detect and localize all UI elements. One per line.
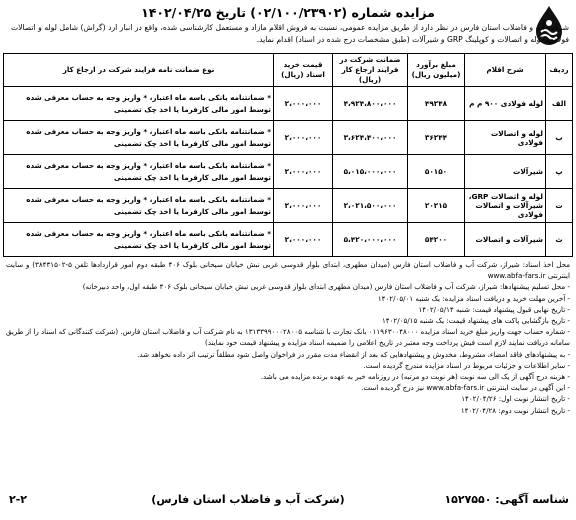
note-first-publication: - تاریخ انتشار نوبت اول: ۱۴۰۲/۰۴/۲۶	[461, 394, 570, 404]
row-no: ب	[546, 121, 573, 155]
row-description: لوله فولادی ۹۰۰ م م	[465, 87, 546, 121]
auction-notice	[3, 3, 573, 514]
table-header-row	[4, 54, 573, 87]
company-signature: (شرکت آب و فاضلاب استان فارس)	[151, 493, 345, 506]
note-purchase-deadline: - آخرین مهلت خرید و دریافت اسناد مزایده: یک شنبه ۱۴۰۲/۰۵/۰۱	[377, 293, 570, 303]
row-document-price: ۲،۰۰۰،۰۰۰	[274, 121, 333, 155]
notice-footer	[3, 490, 573, 512]
header-guarantee: ضمانت شرکت در فرایند ارجاع کار (ریال)	[333, 54, 408, 87]
row-no: پ	[546, 155, 573, 189]
note-other-info: - سایر اطلاعات و جزئیات مربوط در اسناد مزایده مندرج گردیده است.	[363, 360, 570, 370]
row-no: الف	[546, 87, 573, 121]
note-ad-cost: - هزینه درج آگهی از یک الی سه نوبت (هر نوبت دو مرتبه) در روزنامه خبر به عهده برنده مزایده می باشد.	[260, 372, 570, 382]
row-document-price: ۲،۰۰۰،۰۰۰	[274, 155, 333, 189]
table-row	[4, 223, 573, 257]
page-code: ۲-۲	[9, 493, 27, 506]
row-no: ث	[546, 223, 573, 257]
note-invalid-bids: - به پیشنهادهای فاقد امضاء، مشروط، مخدوش و پیشنهادهایی که بعد از انقضاء مدت مقرر در فراخوان واصل شود مطلقاً ترتیب اثر داده نخواهد شد.	[137, 349, 570, 359]
header-document-price: قیمت خرید اسناد (ریال)	[274, 54, 333, 87]
row-guarantee-type: * ضمانتنامه بانکی باسه ماه اعتبار، * واریز وجه به حساب معرفی شده توسط امور مالی کارفرما یا اخذ چک تضمینی	[4, 223, 274, 257]
row-document-price: ۲،۰۰۰،۰۰۰	[274, 189, 333, 223]
items-table	[3, 53, 573, 257]
header-guarantee-type: نوع ضمانت نامه فرایند شرکت در ارجاع کار	[4, 54, 274, 87]
note-website: - این آگهی در سایت اینترنتی www.abfa-fars.ir نیز درج گردیده است.	[361, 383, 570, 393]
notice-intro: شرکت آب و فاضلاب استان فارس در نظر دارد از طریق مزایده عمومی، نسبت به فروش اقلام مازاد و مستعمل کارشناسی شده، واقع در انبار ارد (گراش) شامل لوله و اتصالات فولادی، لوله و اتصالات و کوپلینگ GRP و شیرآلات (طبق مشخصات درج شده در اسناد) اقدام نماید.	[11, 23, 569, 44]
row-estimate: ۵۰۱۵۰	[408, 155, 465, 189]
row-estimate: ۵۴۲۰۰	[408, 223, 465, 257]
row-guarantee: ۲،۰۲۱،۵۰۰،۰۰۰	[333, 189, 408, 223]
row-guarantee-type: * ضمانتنامه بانکی باسه ماه اعتبار، * واریز وجه به حساب معرفی شده توسط امور مالی کارفرما یا اخذ چک تضمینی	[4, 121, 274, 155]
row-guarantee-type: * ضمانتنامه بانکی باسه ماه اعتبار، * واریز وجه به حساب معرفی شده توسط امور مالی کارفرما یا اخذ چک تضمینی	[4, 189, 274, 223]
row-estimate: ۴۹۲۴۸	[408, 87, 465, 121]
row-document-price: ۲،۰۰۰،۰۰۰	[274, 87, 333, 121]
row-guarantee-type: * ضمانتنامه بانکی باسه ماه اعتبار، * واریز وجه به حساب معرفی شده توسط امور مالی کارفرما یا اخذ چک تضمینی	[4, 155, 274, 189]
note-opening-date: - تاریخ بازگشایی پاکت های پیشنهاد قیمت: یک شنبه ۱۴۰۲/۰۵/۱۵	[382, 316, 570, 326]
note-second-publication: - تاریخ انتشار نوبت دوم: ۱۴۰۲/۰۴/۲۸	[460, 405, 570, 415]
note-submission-location: - محل تسلیم پیشنهادها: شیراز، شرکت آب و فاضلاب استان فارس (میدان مطهری ابتدای بلوار قدوسی غربی نبش خیابان سیحانی بلوک ۴۰۶ طبقه اول، واحد دبیرخانه)	[82, 282, 570, 292]
header-description: شرح اقلام	[465, 54, 546, 87]
row-description: شیرآلات و اتصالات	[465, 223, 546, 257]
notice-title: مزایده شماره (۰۲/۱۰۰/۲۳۹۰۲) تاریخ ۱۴۰۲/۰۴/۲۵	[141, 5, 435, 20]
row-document-price: ۲،۰۰۰،۰۰۰	[274, 223, 333, 257]
table-row	[4, 121, 573, 155]
table-row	[4, 189, 573, 223]
row-guarantee: ۵،۴۲۰،۰۰۰،۰۰۰	[333, 223, 408, 257]
header-estimate: مبلغ برآورد (میلیون ریال)	[408, 54, 465, 87]
note-final-acceptance-date: - تاریخ نهایی قبول پیشنهاد قیمت: شنبه ۱۴۰۲/۰۵/۱۴	[418, 304, 570, 314]
row-description: لوله و اتصالات فولادی	[465, 121, 546, 155]
row-description: لوله و اتصالات GRP، شیرآلات و اتصالات فولادی	[465, 189, 546, 223]
ad-id: شناسه آگهی: ۱۵۲۷۵۵۰	[444, 493, 569, 506]
notice-header	[3, 3, 573, 53]
notice-notes	[3, 259, 573, 416]
row-guarantee: ۳،۶۲۴،۴۰۰،۰۰۰	[333, 121, 408, 155]
table-row	[4, 155, 573, 189]
note-bank-account: - شماره حساب جهت واریز مبلغ خرید اسناد مزایده ۰۱۱۹۶۳۰۰۴۸۰۰۰ بانک تجارت با شناسه ۱۳۱۳۳۹۹۰۰۰۲۸۰۰۵ به نام شرکت آب و فاضلاب استان فارس. (شرکت کنندگانی که اسناد را از طریق سامانه دریافت نمایند لازم است فیش پرداخت وجه معتبر در تاریخ اعلامی را ضمیمه اسناد مزایده و پیشنهاد قیمت خود نمایند)	[6, 327, 570, 348]
table-row	[4, 87, 573, 121]
row-no: ت	[546, 189, 573, 223]
note-documents-location: محل اخذ اسناد: شیراز، شرکت آب و فاضلاب استان فارس (میدان مطهری، ابتدای بلوار قدوسی غربی نبش خیابان سیحانی بلوک ۴۰۶ طبقه دوم امور قراردادها تلفن ۵-۳۸۴۳۱۵۰۲) و سایت اینترنتی www.abfa-fars.ir	[6, 260, 571, 281]
row-guarantee: ۵،۰۱۵،۰۰۰،۰۰۰	[333, 155, 408, 189]
row-estimate: ۳۶۲۴۴	[408, 121, 465, 155]
row-estimate: ۲۰۲۱۵	[408, 189, 465, 223]
row-guarantee: ۴،۹۲۴،۸۰۰،۰۰۰	[333, 87, 408, 121]
row-description: شیرآلات	[465, 155, 546, 189]
row-guarantee-type: * ضمانتنامه بانکی باسه ماه اعتبار، * واریز وجه به حساب معرفی شده توسط امور مالی کارفرما یا اخذ چک تضمینی	[4, 87, 274, 121]
header-row-no: ردیف	[546, 54, 573, 87]
